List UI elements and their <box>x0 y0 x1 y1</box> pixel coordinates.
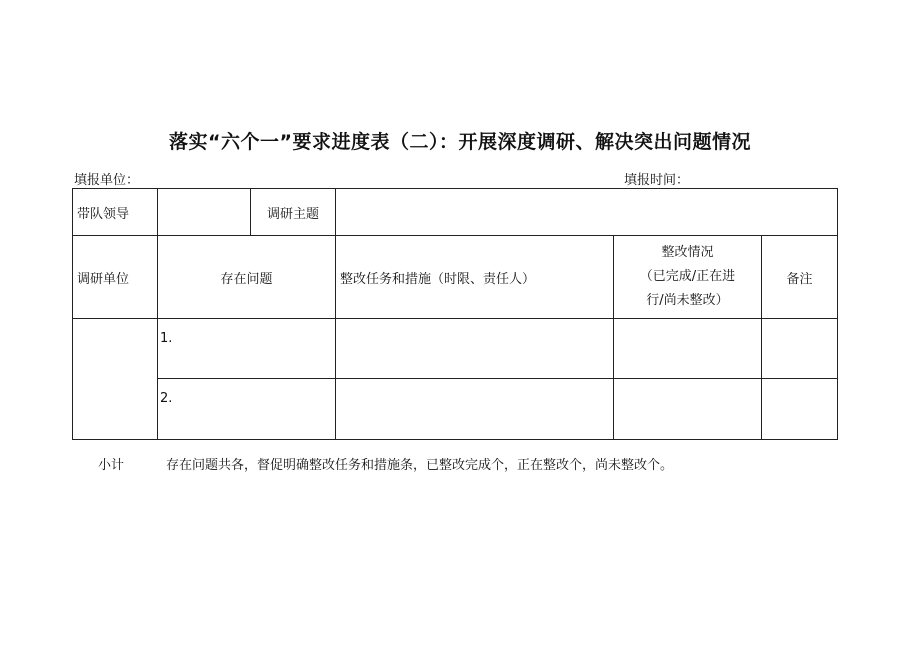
header-remarks: 备注 <box>762 236 838 319</box>
status-cell-1[interactable] <box>614 319 762 379</box>
table-row <box>73 319 838 379</box>
fill-time-label: 填报时间： <box>624 173 690 188</box>
header-status-line2: （已完成/正在进 <box>639 269 736 284</box>
header-tasks: 整改任务和措施（时限、责任人） <box>336 236 614 319</box>
fill-unit-label: 填报单位： <box>74 173 140 188</box>
header-status <box>614 236 762 319</box>
task-cell-2[interactable] <box>336 379 614 440</box>
header-problems: 存在问题 <box>158 236 336 319</box>
status-cell-2[interactable] <box>614 379 762 440</box>
topic-label: 调研主题 <box>251 189 336 236</box>
page-title: 落实“六个一”要求进度表（二）：开展深度调研、解决突出问题情况 <box>169 131 751 153</box>
progress-table <box>72 188 838 440</box>
header-status-line1: 整改情况 <box>661 245 714 260</box>
leader-row <box>73 189 838 236</box>
leader-label: 带队领导 <box>73 189 158 236</box>
remarks-cell-1[interactable] <box>762 319 838 379</box>
topic-value-cell[interactable] <box>336 189 838 236</box>
header-unit: 调研单位 <box>73 236 158 319</box>
unit-cell[interactable] <box>73 319 158 440</box>
header-row <box>73 236 838 319</box>
problem-cell-2[interactable]: 2. <box>158 379 336 440</box>
header-status-line3: 行/尚未整改） <box>646 293 729 308</box>
task-cell-1[interactable] <box>336 319 614 379</box>
summary-text: 存在问题共各，督促明确整改任务和措施条，已整改完成个，正在整改个，尚未整改个。 <box>166 458 674 473</box>
summary-label: 小计 <box>98 458 125 473</box>
leader-value-cell[interactable] <box>158 189 251 236</box>
problem-cell-1[interactable]: 1. <box>158 319 336 379</box>
remarks-cell-2[interactable] <box>762 379 838 440</box>
table-row <box>73 379 838 440</box>
